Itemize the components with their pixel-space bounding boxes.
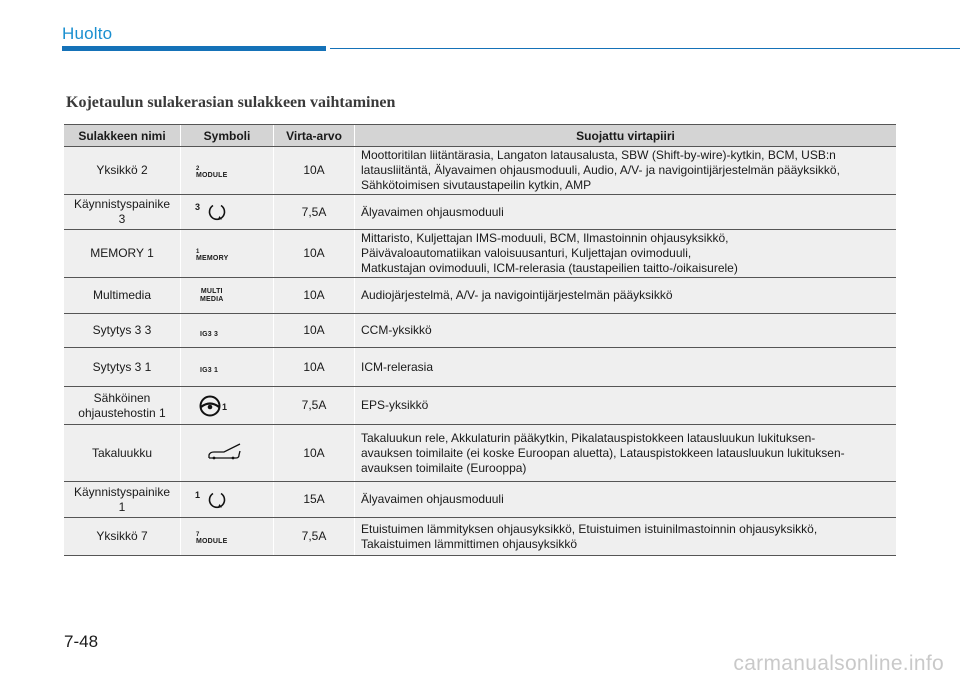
fuse-circuit-line: latausliitäntä, Älyavaimen ohjausmoduuli, Audio, A/V- ja navigointijärjestelmän pääyksikkö, [361, 163, 840, 177]
fuse-symbol [192, 281, 262, 311]
fuse-symbol-text [200, 288, 224, 304]
header-bar-thick [62, 46, 326, 51]
fuse-symbol [192, 438, 262, 468]
fuse-circuit-cell [355, 425, 897, 482]
fuse-name-line: Yksikkö 2 [96, 163, 148, 177]
fuse-circuit-line: Älyavaimen ohjausmoduuli [361, 204, 504, 219]
fuse-name-line: Sytytys 3 3 [92, 323, 152, 337]
table-row [64, 195, 896, 230]
column-header-ampere: Virta-arvo [274, 125, 355, 147]
fuse-symbol [192, 239, 262, 269]
fuse-circuit-cell [355, 482, 897, 518]
table-row [64, 348, 896, 387]
column-header-circuit: Suojattu virtapiiri [355, 125, 897, 147]
fuse-name-cell [64, 387, 181, 425]
fuse-symbol [192, 522, 262, 552]
fuse-circuit-cell [355, 147, 897, 195]
fuse-circuit-cell [355, 195, 897, 230]
fuse-name-cell [64, 425, 181, 482]
header-bar-thin [330, 48, 960, 49]
fuse-rating-cell: 7,5A [274, 387, 355, 425]
table-row [64, 518, 896, 556]
table-row [64, 278, 896, 314]
fuse-name-line: ohjaustehostin 1 [78, 405, 166, 420]
fuse-symbol-cell [181, 230, 274, 278]
fuse-rating-cell: 7,5A [274, 195, 355, 230]
fuse-symbol-cell [181, 387, 274, 425]
fuse-circuit-line: CCM-yksikkö [361, 323, 432, 337]
fuse-name-cell [64, 147, 181, 195]
fuse-name-line: Sähköinen [93, 390, 151, 405]
fuse-symbol-line: MULTI [200, 287, 223, 295]
fuse-name-line: Takaluukku [91, 445, 153, 460]
fuse-name-line: Käynnistyspainike [73, 197, 171, 211]
fuse-name-cell [64, 518, 181, 556]
fuse-circuit-line: Takaistuimen lämmittimen ohjausyksikkö [361, 536, 578, 551]
table-row [64, 230, 896, 278]
fuse-name-cell [64, 230, 181, 278]
fuse-symbol [192, 197, 262, 227]
fuse-symbol-cell [181, 314, 274, 348]
fuse-symbol-text: IG3 1 [200, 367, 219, 374]
fuse-symbol-cell [181, 278, 274, 314]
fuse-symbol-index: 7 [196, 531, 200, 538]
page-number: 7-48 [64, 632, 99, 651]
table-header-row [64, 125, 896, 147]
fuse-circuit-line: Älyavaimen ohjausmoduuli [361, 492, 504, 506]
fuse-circuit-line: avauksen toimilaite (ei koske Euroopan aluetta), Latauspistokkeen latausluukun lukituksen- [361, 445, 845, 460]
section-label: Huolto [62, 24, 113, 43]
fuse-name-cell [64, 278, 181, 314]
fuse-rating-cell: 10A [274, 147, 355, 195]
fuse-name-cell [64, 314, 181, 348]
fuse-name-line: 1 [118, 499, 126, 514]
fuse-rating-cell: 15A [274, 482, 355, 518]
table-row [64, 147, 896, 195]
fuse-symbol-number: 3 [195, 202, 201, 212]
fuse-symbol [192, 156, 262, 186]
watermark: carmanualsonline.info [733, 652, 944, 675]
table-row [64, 425, 896, 482]
fuse-symbol-cell [181, 482, 274, 518]
fuse-circuit-line: Päivävaloautomatiikan valoisuusanturi, Kuljettajan ovimoduuli, [361, 246, 692, 260]
fuse-name-line: Sytytys 3 1 [92, 359, 152, 374]
fuse-rating-cell: 7,5A [274, 518, 355, 556]
fuse-rating-cell: 10A [274, 348, 355, 387]
fuse-circuit-line: Sähkötoimisen sivutaustapeilin kytkin, AMP [361, 178, 592, 192]
fuse-circuit-cell [355, 348, 897, 387]
fuse-circuit-line: Audiojärjestelmä, A/V- ja navigointijärjestelmän pääyksikkö [361, 288, 673, 302]
fuse-symbol-text: MEMORY [196, 254, 229, 262]
fuse-table [64, 124, 896, 556]
fuse-symbol-text: MODULE [196, 537, 228, 545]
fuse-circuit-line: Etuistuimen lämmityksen ohjausyksikkö, Etuistuimen istuinilmastoinnin ohjausyksikkö, [361, 521, 818, 536]
fuse-symbol-cell [181, 425, 274, 482]
fuse-name-line: MEMORY 1 [90, 246, 154, 260]
fuse-symbol-number: 1 [195, 489, 201, 500]
table-row [64, 314, 896, 348]
fuse-symbol-cell [181, 518, 274, 556]
fuse-circuit-line: Matkustajan ovimoduuli, ICM-relerasia (taustapeilien taitto-/oikaisurele) [361, 261, 738, 275]
fuse-symbol-text: IG3 3 [200, 330, 219, 338]
column-header-name: Sulakkeen nimi [64, 125, 181, 147]
fuse-symbol-line: MEDIA [200, 295, 224, 303]
fuse-symbol-cell [181, 147, 274, 195]
fuse-symbol-cell [181, 348, 274, 387]
fuse-name-line: Yksikkö 7 [96, 529, 148, 543]
fuse-circuit-cell [355, 314, 897, 348]
fuse-symbol-number: 1 [222, 401, 228, 412]
fuse-symbol [192, 352, 262, 382]
fuse-name-line: Käynnistyspainike [73, 484, 171, 499]
fuse-circuit-line: EPS-yksikkö [361, 398, 429, 412]
fuse-name-cell [64, 482, 181, 518]
fuse-circuit-cell [355, 230, 897, 278]
fuse-circuit-line: Mittaristo, Kuljettajan IMS-moduuli, BCM, Ilmastoinnin ohjausyksikkö, [361, 231, 729, 245]
fuse-symbol-text: MODULE [196, 171, 228, 179]
fuse-symbol-index: 1 [196, 248, 200, 255]
fuse-symbol-cell [181, 195, 274, 230]
column-header-symbol: Symboli [181, 125, 274, 147]
fuse-symbol-index: 2 [196, 165, 200, 172]
fuse-circuit-cell [355, 278, 897, 314]
page-heading: Kojetaulun sulakerasian sulakkeen vaihtaminen [66, 94, 396, 111]
fuse-circuit-line: Moottoritilan liitäntärasia, Langaton latausalusta, SBW (Shift-by-wire)-kytkin, BCM, USB:n [361, 148, 836, 162]
fuse-circuit-cell [355, 518, 897, 556]
table-body [64, 147, 896, 556]
fuse-circuit-line: avauksen toimilaite (Eurooppa) [361, 460, 527, 475]
fuse-symbol [192, 485, 262, 515]
fuse-circuit-line: Takaluukun rele, Akkulaturin pääkytkin, Pikalatauspistokkeen latausluukun lukituksen- [361, 430, 816, 445]
fuse-name-line: Multimedia [92, 288, 152, 302]
fuse-name-cell [64, 195, 181, 230]
fuse-symbol [192, 316, 262, 346]
fuse-circuit-cell [355, 387, 897, 425]
fuse-symbol [192, 391, 262, 421]
fuse-rating-cell: 10A [274, 230, 355, 278]
fuse-rating-cell: 10A [274, 425, 355, 482]
fuse-rating-cell: 10A [274, 314, 355, 348]
fuse-rating-cell: 10A [274, 278, 355, 314]
table-row [64, 387, 896, 425]
fuse-circuit-line: ICM-relerasia [361, 359, 434, 374]
table-row [64, 482, 896, 518]
fuse-name-line: 3 [118, 212, 126, 226]
fuse-name-cell [64, 348, 181, 387]
